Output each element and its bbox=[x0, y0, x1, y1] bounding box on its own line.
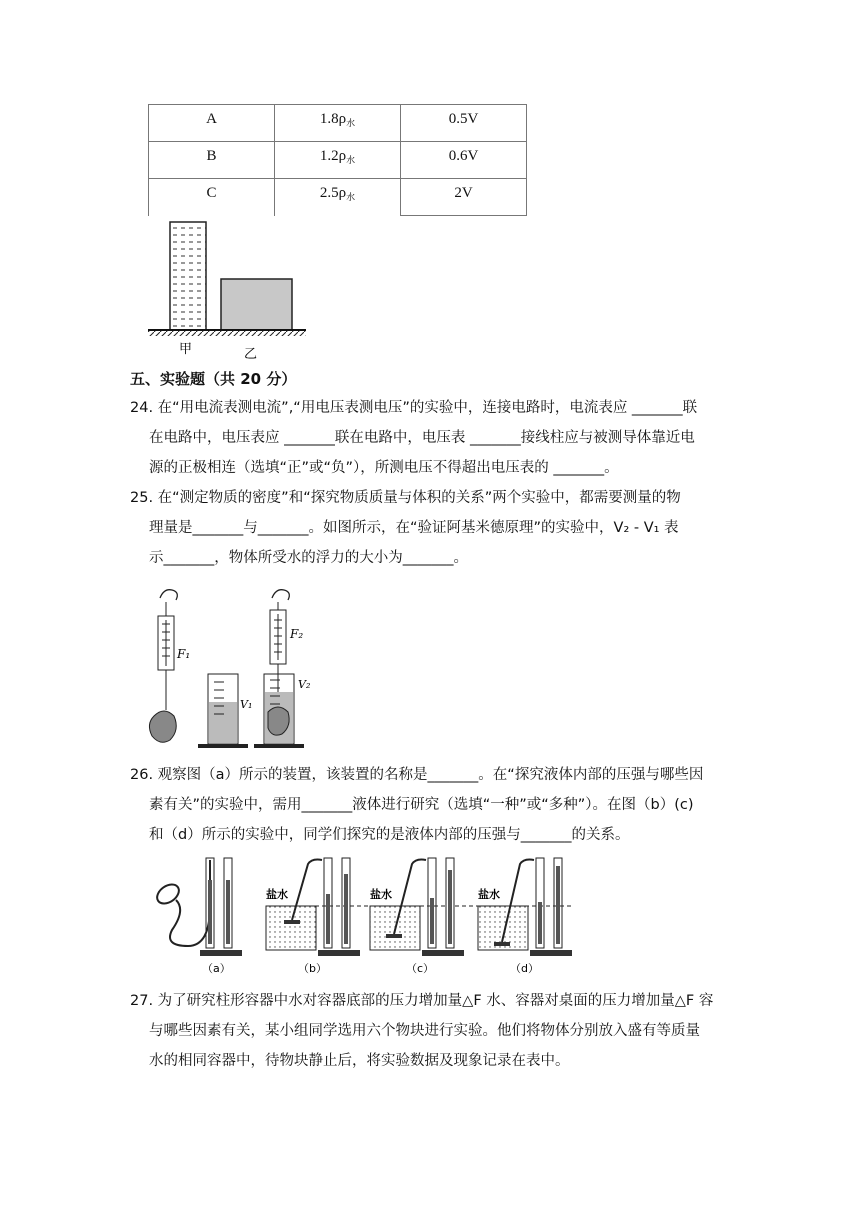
table-cell: $1.2\rho_水$ bbox=[275, 142, 401, 179]
question-line: 源的正极相连（选填“正”或“负”），所测电压不得超出电压表的 _______。 bbox=[149, 460, 619, 476]
table-row bbox=[149, 142, 527, 179]
question-line: 示_______，物体所受水的浮力的大小为_______。 bbox=[149, 550, 468, 566]
label-jia: 甲 bbox=[179, 342, 193, 357]
question-line: 在电路中，电压表应 _______联在电路中，电压表 _______接线柱应与被测导体靠近电 bbox=[149, 430, 695, 446]
figure-jia-yi bbox=[148, 218, 308, 360]
label-d: （d） bbox=[510, 962, 539, 975]
label-V2: V₂ bbox=[298, 678, 311, 691]
label-salt-water: 盐水 bbox=[370, 888, 392, 901]
question-line: 25. 在“测定物质的密度”和“探究物质质量与体积的关系”两个实验中，都需要测量的物 bbox=[130, 490, 681, 506]
table-cell: $2.5\rho_水$ bbox=[275, 179, 401, 216]
label-V1: V₁ bbox=[240, 698, 253, 711]
question-24 bbox=[130, 393, 732, 483]
table-cell: 0.6V bbox=[401, 142, 527, 179]
label-salt-water: 盐水 bbox=[478, 888, 500, 901]
table-cell: C bbox=[149, 179, 275, 216]
measuring-cylinder-left bbox=[198, 674, 252, 748]
figure-pressure-gauge bbox=[148, 850, 578, 980]
question-line: 水的相同容器中，待物块静止后，将实验数据及现象记录在表中。 bbox=[149, 1053, 570, 1069]
label-a: （a） bbox=[202, 962, 231, 975]
question-26 bbox=[130, 760, 732, 850]
question-27 bbox=[130, 986, 732, 1076]
label-F1: F₁ bbox=[177, 647, 191, 661]
question-line: 理量是_______与_______。如图所示，在“验证阿基米德原理”的实验中，V₂ - V₁ 表 bbox=[149, 520, 679, 536]
measuring-cylinder-right bbox=[254, 674, 310, 748]
table-row bbox=[149, 105, 527, 142]
table-cell: $1.8\rho_水$ bbox=[275, 105, 401, 142]
figure-archimedes bbox=[140, 582, 340, 752]
gauge-c bbox=[370, 858, 464, 975]
question-line: 与哪些因素有关，某小组同学选用六个物块进行实验。他们将物体分别放入盛有等质量 bbox=[149, 1023, 700, 1039]
section-title: 五、实验题（共 20 分） bbox=[130, 370, 297, 388]
question-25 bbox=[130, 483, 732, 573]
label-c: （c） bbox=[406, 962, 435, 975]
table-cell: A bbox=[149, 105, 275, 142]
question-line: 26. 观察图（a）所示的装置，该装置的名称是_______。在“探究液体内部的压强与哪些因 bbox=[130, 767, 704, 783]
label-b: （b） bbox=[298, 962, 327, 975]
question-line: 24. 在“用电流表测电流”,“用电压表测电压”的实验中，连接电路时，电流表应 _______联 bbox=[130, 400, 698, 416]
label-F2: F₂ bbox=[290, 627, 304, 641]
spring-scale-left bbox=[149, 590, 190, 743]
table-cell: 0.5V bbox=[401, 105, 527, 142]
container-jia bbox=[170, 222, 206, 330]
data-table bbox=[148, 104, 527, 216]
gauge-b bbox=[266, 858, 360, 975]
question-line: 和（d）所示的实验中，同学们探究的是液体内部的压强与_______的关系。 bbox=[149, 827, 630, 843]
label-yi: 乙 bbox=[244, 347, 258, 360]
block-yi bbox=[221, 279, 292, 330]
table-cell: B bbox=[149, 142, 275, 179]
gauge-d bbox=[478, 858, 572, 975]
table-cell: 2V bbox=[401, 179, 527, 216]
question-line: 素有关”的实验中，需用_______液体进行研究（选填“一种”或“多种”）。在图（b）(c) bbox=[149, 797, 694, 813]
gauge-a bbox=[154, 858, 242, 975]
question-line: 27. 为了研究柱形容器中水对容器底部的压力增加量△F 水、容器对桌面的压力增加量△F 容 bbox=[130, 993, 714, 1009]
label-salt-water: 盐水 bbox=[266, 888, 288, 901]
table-row bbox=[149, 179, 527, 216]
